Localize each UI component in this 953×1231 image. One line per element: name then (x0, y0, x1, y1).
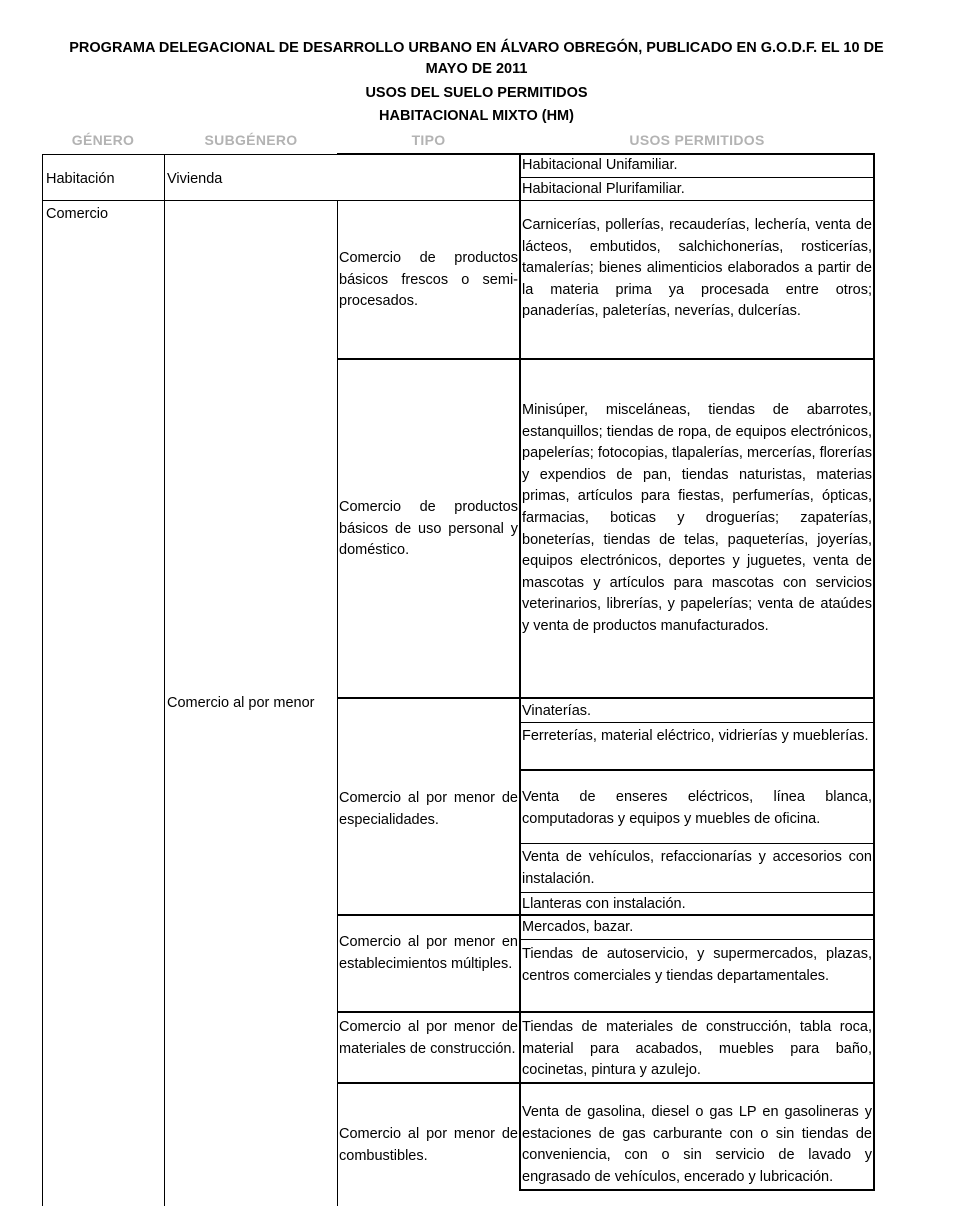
tipo-productos-basicos-frescos: Comercio de productos básicos frescos o semi-procesados. (339, 250, 518, 310)
usos-combustibles: Venta de gasolina, diesel o gas LP en gasolineras y estaciones de gas carburante con o sin tiendas de conveniencia, con o sin servicio de lavado y engrasado de vehículos, encerado y lubricación. (522, 1104, 872, 1185)
grid-line (519, 153, 521, 1191)
tipo-especialidades: Comercio al por menor de especialidades. (339, 790, 518, 828)
grid-line (520, 939, 875, 940)
grid-line (337, 1082, 875, 1084)
column-header-subgenero: SUBGÉNERO (204, 132, 298, 148)
uso-habitacional-plurifamiliar: Habitacional Plurifamiliar. (522, 181, 685, 197)
column-header-genero: GÉNERO (71, 132, 135, 148)
grid-line (337, 153, 520, 155)
zoning-title: HABITACIONAL MIXTO (HM) (379, 108, 574, 124)
usos-productos-uso-personal: Minisúper, misceláneas, tiendas de abarrotes, estanquillos; tiendas de ropa, de equipos electrónicos, papelerías; fotocopias, tlapalerías, mercerías, florerías y expendios de pan, tiendas naturistas, materias primas, artículos para fiestas, perfumerías, ópticas, farmacias, boticas y droguerías; zapaterías, boneterías, tiendas de telas, paqueterías, joyerías, equipos electrónicos, deportes y juguetes, venta de mascotas y artículos para mascotas con servicios veterinarios, librerías, y papelerías; venta de ataúdes y venta de productos manufacturados. (522, 402, 872, 634)
grid-line (520, 892, 875, 893)
usos-materiales-construccion: Tiendas de materiales de construcción, tabla roca, material para acabados, muebles para baño, cocinetas, pintura y azulejo. (522, 1019, 872, 1079)
uso-habitacional-unifamiliar: Habitacional Unifamiliar. (522, 157, 678, 173)
subgenero-vivienda: Vivienda (167, 171, 223, 187)
uso-vinaterias: Vinaterías. (522, 703, 592, 719)
grid-line (520, 1189, 875, 1191)
column-header-tipo: TIPO (411, 132, 446, 148)
genero-comercio: Comercio (46, 206, 109, 222)
tipo-combustibles: Comercio al por menor de combustibles. (339, 1126, 518, 1164)
grid-line (873, 153, 875, 1191)
genero-habitacion: Habitación (46, 171, 115, 187)
subgenero-comercio-al-por-menor: Comercio al por menor (167, 695, 315, 711)
grid-line (42, 154, 43, 1206)
uso-tiendas-autoservicio: Tiendas de autoservicio, y supermercados, plazas, centros comerciales y tiendas departamentales. (522, 946, 872, 984)
document-title: PROGRAMA DELEGACIONAL DE DESARROLLO URBANO EN ÁLVARO OBREGÓN, PUBLICADO EN G.O.D.F. EL 10 DE MAYO DE 2011 (69, 40, 884, 77)
uso-llanteras: Llanteras con instalación. (522, 896, 686, 912)
usos-productos-basicos-frescos: Carnicerías, pollerías, recauderías, lechería, venta de lácteos, embutidos, salchichonerías, rosticerías, tamalerías; bienes alimenticios elaborados a partir de la materia prima ya procesada entre otros; panaderías, paleterías, neverías, dulcerías. (522, 217, 872, 320)
grid-line (164, 154, 165, 1206)
section-title: USOS DEL SUELO PERMITIDOS (365, 85, 588, 101)
column-header-usos: USOS PERMITIDOS (629, 132, 765, 148)
grid-line (337, 1011, 875, 1013)
grid-line (520, 843, 875, 844)
grid-line (337, 200, 338, 1206)
grid-line (520, 769, 875, 771)
grid-line (520, 177, 875, 178)
grid-line (42, 154, 164, 155)
tipo-materiales-construccion: Comercio al por menor de materiales de construcción. (339, 1019, 518, 1057)
uso-mercados-bazar: Mercados, bazar. (522, 919, 634, 935)
grid-line (165, 154, 337, 155)
tipo-productos-uso-personal: Comercio de productos básicos de uso personal y doméstico. (339, 499, 518, 559)
grid-line (337, 697, 875, 699)
tipo-establecimientos-multiples: Comercio al por menor en establecimientos múltiples. (339, 934, 518, 972)
grid-line (337, 358, 875, 360)
uso-enseres-electricos: Venta de enseres eléctricos, línea blanca, computadoras y equipos y muebles de oficina. (522, 789, 872, 827)
uso-ferreterias: Ferreterías, material eléctrico, vidrierías y mueblerías. (522, 728, 869, 744)
uso-venta-vehiculos: Venta de vehículos, refaccionarías y accesorios con instalación. (522, 849, 872, 887)
